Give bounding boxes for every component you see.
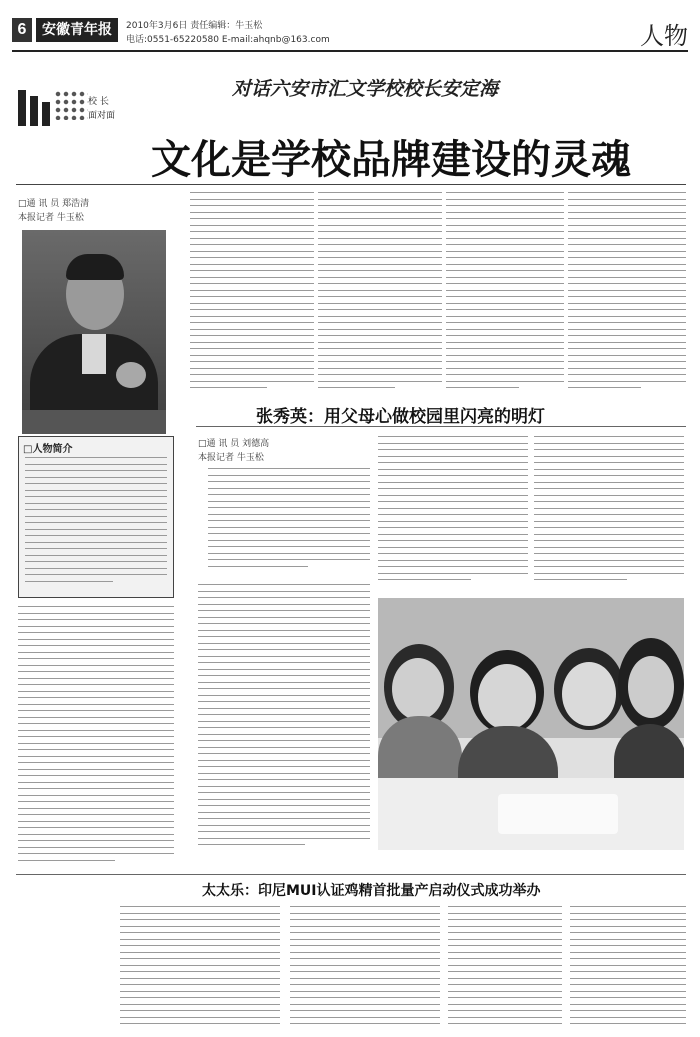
- portrait-hand: [116, 362, 146, 388]
- third-text-col-3: [448, 906, 562, 1030]
- photo-child-2-face: [562, 662, 616, 726]
- second-byline-1: □通 讯 员 刘德高: [198, 439, 270, 449]
- principal-portrait: [22, 230, 166, 434]
- photo-child-1-face: [392, 658, 444, 720]
- main-text-col-2: [318, 192, 442, 392]
- column-logo-line2: 面对面: [88, 111, 116, 121]
- second-divider: [196, 426, 686, 427]
- main-byline-2: 本报记者 牛玉松: [18, 213, 84, 223]
- headline-divider: [16, 184, 686, 185]
- column-logo: [18, 86, 128, 132]
- column-logo-line1: 校 长: [88, 97, 109, 107]
- second-text-col-3: [534, 436, 684, 592]
- main-text-col-4: [568, 192, 686, 392]
- main-text-col-3: [446, 192, 564, 392]
- second-byline-2: 本报记者 牛玉松: [198, 453, 264, 463]
- logo-bar-right: [42, 102, 50, 126]
- profile-box: [18, 436, 174, 598]
- third-headline: 太太乐：印尼MUI认证鸡精首批量产启动仪式成功举办: [202, 883, 541, 899]
- second-headline: 张秀英：用父母心做校园里闪亮的明灯: [256, 407, 545, 427]
- third-text-col-2: [290, 906, 440, 1030]
- logo-dots-icon: [54, 90, 88, 120]
- page-number: 6: [12, 18, 32, 42]
- page-header: [12, 12, 688, 52]
- main-text-col-5: [18, 606, 174, 864]
- second-text-col-1: [198, 584, 370, 864]
- photo-teacher-face: [478, 664, 536, 730]
- main-kicker: 对话六安市汇文学校校长安定海: [232, 78, 499, 100]
- main-byline-1: □通 讯 员 郑浩清: [18, 199, 90, 209]
- portrait-hair: [66, 254, 124, 280]
- third-text-col-1: [120, 906, 280, 1030]
- teacher-students-photo: [378, 598, 684, 850]
- main-headline: 文化是学校品牌建设的灵魂: [151, 136, 631, 183]
- portrait-desk: [22, 410, 166, 434]
- third-text-col-4: [570, 906, 686, 1030]
- contact-line: 电话:0551-65220580 E-mail:ahqnb@163.com: [126, 35, 330, 45]
- photo-child-3-face: [628, 656, 674, 718]
- second-intro-quote: [198, 468, 370, 578]
- portrait-shirt: [82, 334, 106, 374]
- date-line: 2010年3月6日 责任编辑：牛玉松: [126, 21, 263, 31]
- photo-book: [498, 794, 618, 834]
- third-divider: [16, 874, 686, 875]
- profile-label: □人物简介: [23, 444, 73, 455]
- logo-bar-mid: [30, 96, 38, 126]
- section-name: 人物: [640, 22, 688, 50]
- main-text-col-1: [190, 192, 314, 392]
- logo-bar-left: [18, 90, 26, 126]
- newspaper-name: 安徽青年报: [36, 18, 118, 42]
- second-text-col-2: [378, 436, 528, 592]
- profile-text: [25, 457, 167, 593]
